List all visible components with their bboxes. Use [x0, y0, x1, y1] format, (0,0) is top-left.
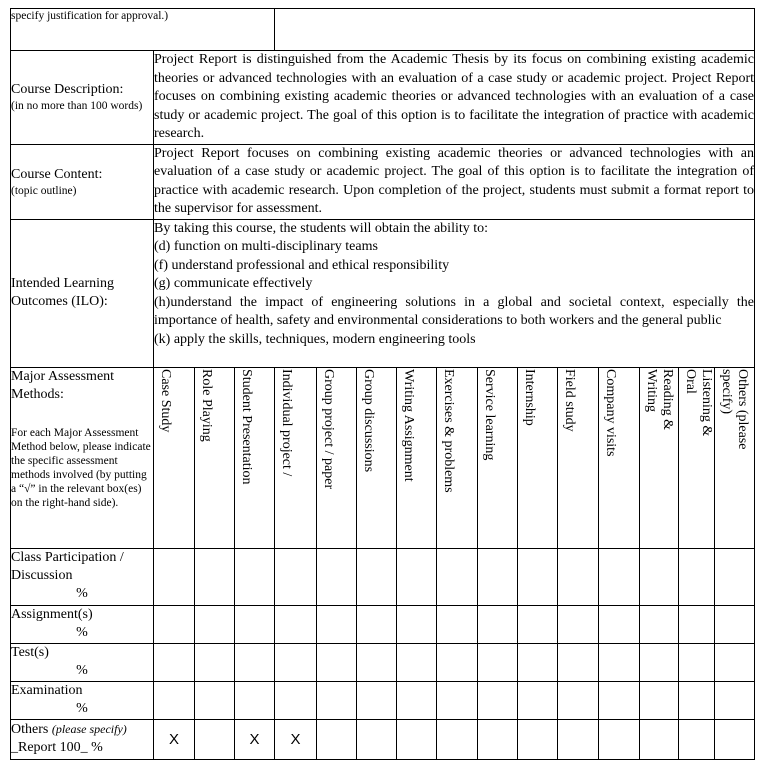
mark-cell[interactable]	[235, 548, 275, 605]
mark-cell[interactable]	[317, 643, 357, 681]
mark-cell[interactable]	[599, 605, 640, 643]
mark-cell[interactable]	[437, 643, 478, 681]
method-header	[357, 367, 397, 548]
ilo-label: Intended Learning Outcomes (ILO):	[11, 219, 154, 367]
mark-cell[interactable]	[195, 605, 235, 643]
mark-cell[interactable]: X	[275, 719, 317, 759]
mark-cell[interactable]	[437, 605, 478, 643]
mark-cell[interactable]	[715, 681, 755, 719]
mark-cell[interactable]	[437, 548, 478, 605]
method-header-label: Student Presentation	[239, 368, 254, 484]
method-header-label: Case Study	[158, 368, 173, 432]
mark-cell[interactable]	[715, 548, 755, 605]
course-form-table	[10, 8, 755, 760]
mark-cell[interactable]	[397, 719, 437, 759]
mark-cell[interactable]	[275, 643, 317, 681]
method-header	[154, 367, 195, 548]
row-others-label	[11, 719, 154, 759]
mark-cell[interactable]	[478, 719, 518, 759]
course-content-label: Course Content:	[11, 166, 103, 182]
mark-cell[interactable]	[715, 605, 755, 643]
mark-cell[interactable]	[317, 719, 357, 759]
row-label: Class Participation / Discussion	[11, 549, 124, 583]
justification-cell	[275, 9, 755, 51]
mark-cell[interactable]	[317, 548, 357, 605]
mark-cell[interactable]	[679, 643, 715, 681]
ilo-line: (h)understand the impact of engineering solutions in a global and societal context, especially the importance of health, safety and environmental considerations to both workers and the general public	[154, 294, 754, 328]
mark-cell[interactable]	[357, 643, 397, 681]
mark-cell[interactable]	[478, 643, 518, 681]
mark-cell[interactable]	[154, 681, 195, 719]
mark-cell[interactable]	[195, 719, 235, 759]
mark-cell[interactable]	[558, 681, 599, 719]
method-header-label: Service learning	[482, 368, 497, 460]
method-header-label: Writing Assignment	[401, 368, 416, 482]
mark-cell[interactable]	[558, 719, 599, 759]
mark-cell[interactable]	[154, 548, 195, 605]
ilo-line: By taking this course, the students will obtain the ability to:	[154, 220, 489, 236]
row-others-value: _Report 100_ %	[11, 739, 103, 755]
mark-cell[interactable]	[478, 681, 518, 719]
mark-cell[interactable]	[715, 719, 755, 759]
mark-cell[interactable]	[357, 719, 397, 759]
mark-cell[interactable]	[640, 681, 679, 719]
assessment-label: Major Assessment Methods:	[11, 368, 115, 402]
method-header-label: Individual project /	[279, 368, 294, 476]
method-header-label: Reading & Writing	[644, 368, 675, 430]
mark-cell[interactable]	[437, 681, 478, 719]
ilo-list	[154, 219, 755, 367]
mark-cell[interactable]	[518, 719, 558, 759]
mark-cell[interactable]	[679, 719, 715, 759]
mark-cell[interactable]	[317, 605, 357, 643]
mark-cell[interactable]	[437, 719, 478, 759]
method-header-label: Group discussions	[361, 368, 376, 472]
mark-cell[interactable]	[679, 681, 715, 719]
mark-cell[interactable]	[679, 605, 715, 643]
mark-cell[interactable]	[478, 605, 518, 643]
mark-cell[interactable]	[235, 605, 275, 643]
method-header	[478, 367, 518, 548]
mark-cell[interactable]: X	[235, 719, 275, 759]
mark-cell[interactable]	[357, 548, 397, 605]
mark-cell[interactable]: X	[154, 719, 195, 759]
method-header	[235, 367, 275, 548]
method-header-label: Exercises & problems	[441, 368, 456, 493]
method-header	[317, 367, 357, 548]
row-percent: %	[76, 700, 88, 716]
method-header	[679, 367, 715, 548]
course-content-label-cell	[11, 144, 154, 219]
course-description-label-cell	[11, 51, 154, 145]
row-percent: %	[76, 624, 88, 640]
mark-cell[interactable]	[518, 548, 558, 605]
mark-cell[interactable]	[599, 548, 640, 605]
method-header	[715, 367, 755, 548]
assessment-instructions: For each Major Assessment Method below, please indicate the specific assessment methods involved (by putting a “√” in the relevant box(es) on the right-hand side).	[11, 426, 151, 509]
mark-cell[interactable]	[599, 681, 640, 719]
mark-cell[interactable]	[478, 548, 518, 605]
mark-cell[interactable]	[195, 548, 235, 605]
mark-cell[interactable]	[715, 643, 755, 681]
mark-cell[interactable]	[679, 548, 715, 605]
mark-cell[interactable]	[397, 548, 437, 605]
mark-cell[interactable]	[397, 605, 437, 643]
mark-cell[interactable]	[195, 681, 235, 719]
mark-cell[interactable]	[154, 605, 195, 643]
method-header-label: Listening & Oral	[683, 368, 714, 436]
mark-cell[interactable]	[640, 605, 679, 643]
mark-cell[interactable]	[357, 605, 397, 643]
mark-cell[interactable]	[558, 605, 599, 643]
course-description-text: Project Report is distinguished from the Academic Thesis by its focus on combining existing academic theories or advanced technologies with an evaluation of a case study or academic project. Project Report focuses on combining existing academic theories or advanced technologies with an evaluation of a case study or academic project. The goal of this option is to facilitate the integration of practice with academic research.	[154, 51, 755, 145]
mark-cell[interactable]	[154, 643, 195, 681]
row-assignments-label	[11, 605, 154, 643]
mark-cell[interactable]	[558, 548, 599, 605]
course-description-sublabel: (in no more than 100 words)	[11, 100, 143, 113]
mark-cell[interactable]	[275, 548, 317, 605]
method-header	[397, 367, 437, 548]
row-label: Examination	[11, 682, 83, 698]
method-header	[558, 367, 599, 548]
mark-cell[interactable]	[275, 681, 317, 719]
mark-cell[interactable]	[235, 681, 275, 719]
method-header	[518, 367, 558, 548]
mark-cell[interactable]	[518, 605, 558, 643]
mark-cell[interactable]	[317, 681, 357, 719]
mark-cell[interactable]	[558, 643, 599, 681]
row-examination-label	[11, 681, 154, 719]
mark-cell[interactable]	[518, 681, 558, 719]
method-header-label: Internship	[522, 368, 537, 426]
method-header-label: Group project / paper	[321, 368, 336, 489]
row-percent: %	[76, 662, 88, 678]
method-header	[437, 367, 478, 548]
ilo-line: (f) understand professional and ethical responsibility	[154, 257, 450, 273]
mark-cell[interactable]	[640, 719, 679, 759]
course-content-text: Project Report focuses on combining existing academic theories or advanced technologies with an evaluation of a case study or academic project. The goal of this option is to facilitate the integration of practice with academic research. Upon completion of the project, students must submit a format report to the supervisor for assessment.	[154, 144, 755, 219]
method-header-label: Role Playing	[199, 368, 214, 442]
row-label: Test(s)	[11, 644, 49, 660]
row-class-participation-label	[11, 548, 154, 605]
ilo-line: (d) function on multi-disciplinary teams	[154, 239, 378, 254]
mark-cell[interactable]	[518, 643, 558, 681]
row-label: Others	[11, 721, 49, 737]
row-label: Assignment(s)	[11, 606, 93, 622]
row-label-note: (please specify)	[51, 721, 127, 736]
mark-cell[interactable]	[275, 605, 317, 643]
mark-cell[interactable]	[195, 643, 235, 681]
method-header-label: Field study	[562, 368, 577, 432]
justification-note: specify justification for approval.)	[11, 9, 275, 51]
method-header	[275, 367, 317, 548]
mark-cell[interactable]	[640, 548, 679, 605]
mark-cell[interactable]	[599, 719, 640, 759]
method-header-label: Others (please specify)	[719, 368, 750, 449]
course-description-label: Course Description:	[11, 82, 124, 98]
mark-cell[interactable]	[599, 643, 640, 681]
ilo-line: (g) communicate effectively	[154, 276, 313, 291]
ilo-line: (k) apply the skills, techniques, modern engineering tools	[154, 331, 476, 347]
row-tests-label	[11, 643, 154, 681]
mark-cell[interactable]	[357, 681, 397, 719]
mark-cell[interactable]	[397, 643, 437, 681]
mark-cell[interactable]	[235, 643, 275, 681]
course-content-sublabel: (topic outline)	[11, 184, 77, 197]
method-header	[195, 367, 235, 548]
method-header	[640, 367, 679, 548]
row-percent: %	[76, 585, 88, 601]
assessment-label-cell	[11, 367, 154, 548]
method-header-label: Company visits	[603, 368, 618, 457]
mark-cell[interactable]	[397, 681, 437, 719]
mark-cell[interactable]	[640, 643, 679, 681]
method-header	[599, 367, 640, 548]
